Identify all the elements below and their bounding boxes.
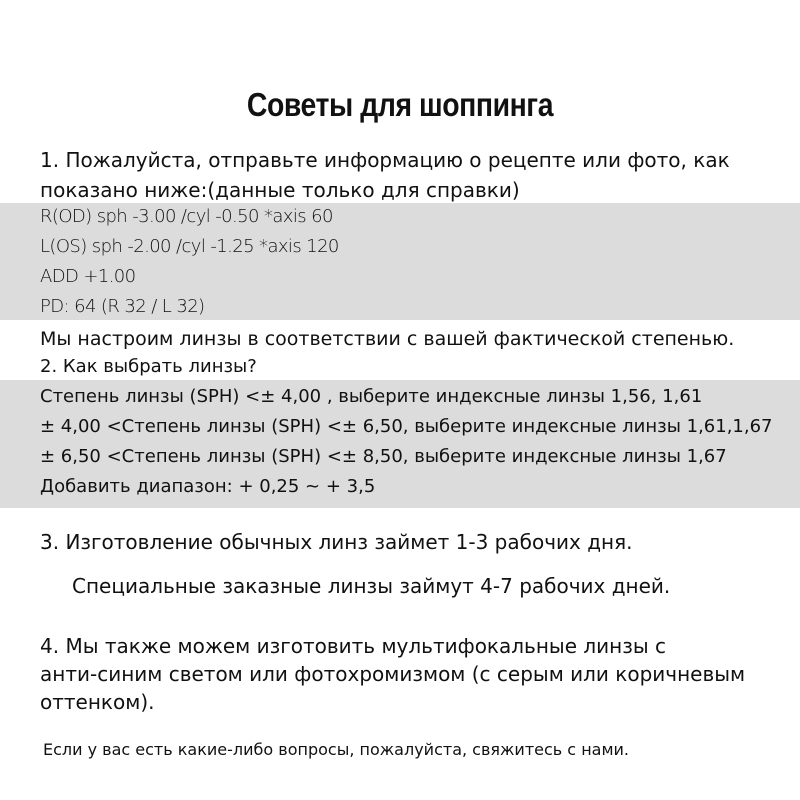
section4-line1: 4. Мы также можем изготовить мультифокальные линзы с — [40, 634, 666, 658]
prescription-left-eye: L(OS) sph -2.00 /cyl -1.25 *axis 120 — [40, 236, 339, 257]
adjust-note: Мы настроим линзы в соответствии с вашей фактической степенью. — [40, 328, 735, 350]
lens-rule: ± 6,50 <Степень линзы (SPH) <± 8,50, выберите индексные линзы 1,67 — [40, 446, 727, 467]
section1-line1: 1. Пожалуйста, отправьте информацию о рецепте или фото, как — [40, 148, 730, 172]
lens-rule: Степень линзы (SPH) <± 4,00 , выберите индексные линзы 1,56, 1,61 — [40, 386, 703, 407]
lens-rule: Добавить диапазон: + 0,25 ~ + 3,5 — [40, 476, 376, 497]
section3-line1: 3. Изготовление обычных линз займет 1-3 рабочих дня. — [40, 530, 633, 554]
section3-line2: Специальные заказные линзы займут 4-7 рабочих дней. — [72, 574, 671, 598]
prescription-add: ADD +1.00 — [40, 266, 136, 287]
page-title: Советы для шоппинга — [246, 86, 554, 123]
contact-note: Если у вас есть какие-либо вопросы, пожалуйста, свяжитесь с нами. — [43, 740, 630, 759]
lens-rule: ± 4,00 <Степень линзы (SPH) <± 6,50, выберите индексные линзы 1,61,1,67 — [40, 416, 773, 437]
section4-line3: оттенком). — [40, 690, 155, 714]
section1-line2: показано ниже:(данные только для справки) — [40, 178, 520, 202]
prescription-pd: PD: 64 (R 32 / L 32) — [40, 296, 205, 317]
prescription-right-eye: R(OD) sph -3.00 /cyl -0.50 *axis 60 — [40, 206, 333, 227]
section4-line2: анти-синим светом или фотохромизмом (с серым или коричневым — [40, 662, 746, 686]
section2-heading: 2. Как выбрать линзы? — [40, 356, 257, 377]
